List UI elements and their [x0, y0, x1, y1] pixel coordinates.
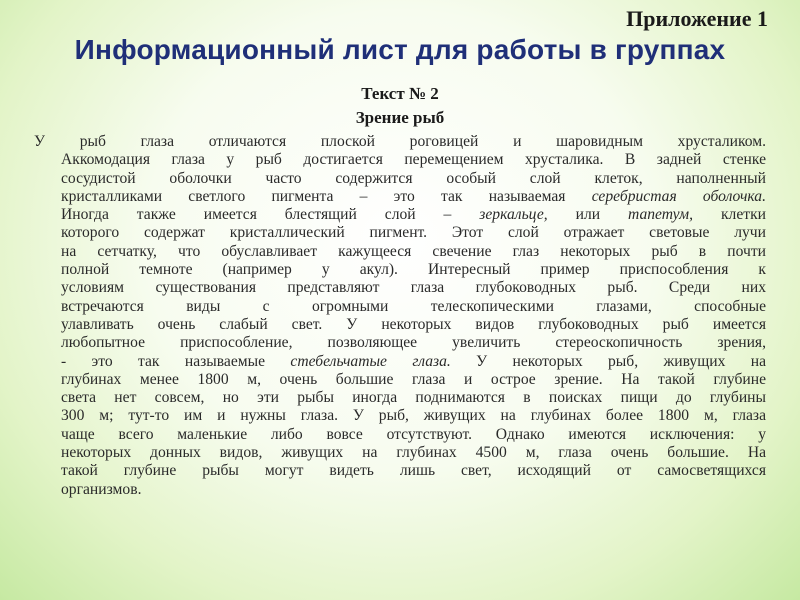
body-line: организмов. [61, 480, 142, 498]
text-number: Текст № 2 [361, 84, 439, 103]
term-silver-layer: серебристая оболочка. [591, 187, 766, 205]
page-title: Информационный лист для работы в группах [74, 34, 726, 65]
body-line: на сетчатку, что обуславливает кажущееся свечение глаз некоторых рыб в почти [61, 242, 766, 260]
term-tapetum: тапетум, [628, 206, 694, 224]
term-mirror: зеркальце, [479, 206, 548, 224]
body-line [34, 188, 766, 206]
body-text-segment: клетки [693, 206, 766, 224]
body-line: улавливать очень слабый свет. У некоторых видов глубоководных рыб имеется [61, 315, 766, 333]
body-line: некоторых донных видов, живущих на глубинах 4500 м, глаза очень большие. На [61, 444, 766, 462]
body-line: света нет совсем, но эти рыбы иногда поднимаются в поисках пищи до глубины [61, 389, 766, 407]
term-stalked-eyes: стебельчатые глаза. [290, 352, 451, 370]
body-line: полной темноте (например у акул). Интересный пример приспособления к [61, 261, 766, 279]
body-text-segment: Иногда также имеется блестящий слой – [61, 206, 480, 224]
body-line [34, 353, 766, 371]
body-line: любопытное приспособление, позволяющее увеличить стереоскопичность зрения, [61, 334, 766, 352]
body-text-segment: или [547, 206, 629, 224]
body-line: У рыб глаза отличаются плоской роговицей и шаровидным хрусталиком. [34, 133, 766, 150]
body-line: глубинах менее 1800 м, очень большие глаза и острое зрение. На такой глубине [61, 370, 766, 388]
body-line: которого содержат кристаллический пигмент. Этот слой отражает световые лучи [61, 224, 766, 242]
body-line: Аккомодация глаза у рыб достигается перемещением хрусталика. В задней стенке [61, 151, 766, 169]
body-text-segment: кристалликами светлого пигмента – это так называемая [61, 187, 592, 205]
body-line: условиям существования представляют глаза глубоководных рыб. Среди них [61, 279, 766, 297]
body-line: сосудистой оболочки часто содержится особый слой клеток, наполненный [61, 169, 766, 187]
body-line: такой глубине рыбы могут видеть лишь свет, исходящий от самосветящихся [61, 462, 766, 480]
body-line: 300 м; тут-то им и нужны глаза. У рыб, живущих на глубинах более 1800 м, глаза [61, 407, 766, 425]
body-line: чаще всего маленькие либо вовсе отсутствуют. Однако имеются исключения: у [61, 425, 766, 443]
appendix-label: Приложение 1 [626, 6, 768, 31]
body-text-segment: - это так называемые [61, 352, 291, 370]
text-title: Зрение рыб [355, 108, 445, 127]
body-line: встречаются виды с огромными телескопическими глазами, способные [61, 297, 766, 315]
body-text-segment: У некоторых рыб, живущих на [450, 352, 766, 370]
body-line [34, 206, 766, 224]
body-text [34, 133, 766, 499]
